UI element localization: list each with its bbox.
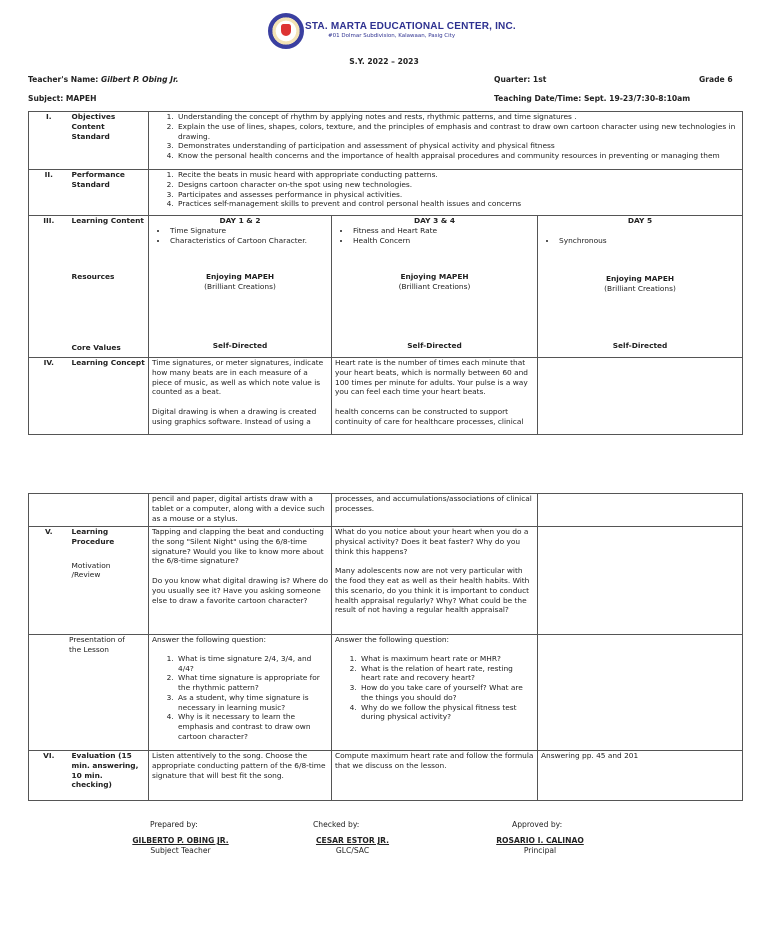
objective-item: 3. Demonstrates understanding of participation and assessment of physical activity and physical fitness [176,141,739,151]
topic-item: • Synchronous [557,236,739,246]
lesson-plan-table-page1 [28,111,743,435]
learning-concept-roman: IV. [29,358,69,435]
day12-title: DAY 1 & 2 [219,216,261,225]
motivation-row [29,527,743,635]
evaluation-roman: VI. [29,751,69,801]
quarter: Quarter: 1st [494,75,547,84]
resource-sub: (Brilliant Creations) [398,281,471,291]
question-item: 4. Why is it necessary to learn the emphasis and contrast to draw own cartoon character? [176,712,328,741]
day12-resource [149,272,331,292]
procedure-roman: V. [29,527,69,635]
school-logo [268,13,304,49]
day34-motivation-p2: Many adolescents now are not very particular with the food they eat as well as their health habits. With this scenario, do you think it is important to conduct health appraisal regularly? Why? What could be the result of not having a regular health appraisal? [335,566,530,615]
resource-sub: (Brilliant Creations) [604,283,676,293]
day34-motivation-cell [332,527,538,635]
lesson-plan-table-page2 [28,493,743,801]
day34-topics [335,226,534,246]
signature-role: Prepared by: [150,820,198,829]
teacher-name: Gilbert P. Obing Jr. [100,75,179,84]
day5-title: DAY 5 [627,216,653,225]
empty-cell [538,494,743,527]
signature-approved [490,820,590,856]
question-item: 4. Why do we follow the physical fitness test during physical activity? [359,703,534,723]
performance-row [29,170,743,216]
grade: Grade 6 [699,75,733,84]
day5-motivation-cell [538,527,743,635]
day34-concept-p2a: health concerns can be constructed to support continuity of care for healthcare processes, clinical [335,407,524,426]
signature-role: Approved by: [512,820,563,829]
teacher-line [28,75,179,85]
day34-concept-continued: processes, and accumulations/associations of clinical processes. [332,494,538,527]
signature-prepared [128,820,233,856]
objectives-content [149,112,743,170]
day34-resource [332,272,537,292]
signature-name: CESAR ESTOR JR. [315,836,390,846]
empty-cell [69,494,149,527]
day34-core-value: Self-Directed [407,341,462,350]
resource-title: Enjoying MAPEH [605,274,675,283]
answer-intro: Answer the following question: [335,635,450,644]
day12-motivation-p1: Tapping and clapping the beat and conducting the song "Silent Night" using the 6/8-time signature? Would you like to know more about the 6/8-time signature? [152,527,324,566]
teaching-date: Teaching Date/Time: Sept. 19-23/7:30-8:10am [494,94,691,103]
day34-motivation-p1: What do you notice about your heart when you do a physical activity? Does it beat faster? Why do you think this happens? [335,527,529,556]
question-item: 1. What is maximum heart rate or MHR? [359,654,534,664]
question-item: 3. How do you take care of yourself? What are the things you should do? [359,683,534,703]
day34-concept-p1: Heart rate is the number of times each minute that your heart beats, which is normally between 60 and 100 times per minute for adults. Your pulse is a way you can feel each time your heart beats. [335,358,528,397]
question-item: 3. As a student, why time signature is necessary in learning music? [176,693,328,713]
objective-item: 4. Know the personal health concerns and the importance of health appraisal procedures and community resources in preventing or managing them [176,151,739,161]
motivation-label: Motivation /Review [71,560,111,580]
day12-presentation-cell [149,635,332,751]
day34-concept-cell [332,358,538,435]
school-address: #01 Dolmar Subdivision, Kalawaan, Pasig City [328,33,456,39]
day34-title: DAY 3 & 4 [414,216,455,225]
signature-title: GLC/SAC [335,846,370,856]
day12-concept-p2a: Digital drawing is when a drawing is created using graphics software. Instead of using a [152,407,317,426]
objectives-list [152,112,739,161]
day5-presentation-cell [538,635,743,751]
resources-label: Resources [71,272,115,281]
learning-content-label-cell [69,216,149,358]
learning-content-row [29,216,743,358]
performance-item: 2. Designs cartoon character on-the spot using new technologies. [176,180,739,190]
topic-item: • Fitness and Heart Rate [351,226,534,236]
procedure-label-cell [69,527,149,635]
signature-title: Subject Teacher [150,846,211,856]
day12-motivation-cell [149,527,332,635]
school-year: S.Y. 2022 – 2023 [349,57,419,66]
day5-content-cell [538,216,743,358]
day5-topics [541,236,739,246]
resource-title: Enjoying MAPEH [205,272,275,281]
resource-sub: (Brilliant Creations) [204,281,276,291]
topic-item: • Characteristics of Cartoon Character. [168,236,328,246]
signature-role: Checked by: [313,820,360,829]
day5-concept-cell [538,358,743,435]
performance-item: 4. Practices self-management skills to prevent and control personal health issues and concerns [176,199,739,209]
day34-questions [335,654,534,722]
day34-content-cell [332,216,538,358]
signature-checked [305,820,400,856]
topic-item: • Time Signature [168,226,328,236]
presentation-label: Presentation of the Lesson [69,635,125,654]
learning-content-label: Learning Content [71,216,144,225]
day5-core-value: Self-Directed [612,341,668,350]
objective-item: 2. Explain the use of lines, shapes, colors, texture, and the principles of emphasis and contrast to draw own cartoon character using new technologies in drawing. [176,122,739,142]
procedure-label: Learning Procedure [71,527,115,546]
learning-content-roman: III. [29,216,69,358]
empty-cell [29,494,69,527]
performance-roman: II. [29,170,69,216]
presentation-label-cell [29,635,149,751]
day34-presentation-cell [332,635,538,751]
day12-core-value: Self-Directed [212,341,268,350]
day5-evaluation: Answering pp. 45 and 201 [538,751,743,801]
evaluation-label: Evaluation (15 min. answering, 10 min. checking) [69,751,149,801]
learning-concept-label: Learning Concept [69,358,149,435]
school-name: STA. MARTA EDUCATIONAL CENTER, INC. [305,21,516,32]
day34-evaluation: Compute maximum heart rate and follow the formula that we discuss on the lesson. [332,751,538,801]
day12-motivation-p2: Do you know what digital drawing is? Where do you usually see it? Have you asking someone else to draw a favorite cartoon character? [152,576,328,605]
performance-content [149,170,743,216]
day12-questions [152,654,328,742]
day12-evaluation: Listen attentively to the song. Choose the appropriate conducting pattern of the 6/8-time signature that will best fit the song. [149,751,332,801]
learning-concept-row [29,358,743,435]
performance-item: 3. Participates and assesses performance in physical activities. [176,190,739,200]
day12-concept-p1: Time signatures, or meter signatures, indicate how many beats are in each measure of a piece of music, as well as which note value is counted as a beat. [152,358,324,397]
objectives-label: Objectives Content Standard [69,112,149,170]
performance-label: Performance Standard [69,170,149,216]
objectives-row [29,112,743,170]
performance-item: 1. Recite the beats in music heard with appropriate conducting patterns. [176,170,739,180]
performance-list [152,170,739,209]
objectives-roman: I. [29,112,69,170]
presentation-row [29,635,743,751]
signature-name: GILBERTO P. OBING JR. [132,836,229,846]
topic-item: • Health Concern [351,236,534,246]
day12-topics [152,226,328,246]
question-item: 2. What is the relation of heart rate, resting heart rate and recovery heart? [359,664,534,684]
learning-concept-continued-row [29,494,743,527]
question-item: 2. What time signature is appropriate for the rhythmic pattern? [176,673,328,693]
question-item: 1. What is time signature 2/4, 3/4, and 4/4? [176,654,328,674]
core-values-label: Core Values [71,343,121,352]
objective-item: 1. Understanding the concept of rhythm by applying notes and rests, rhythmic patterns, and time signatures . [176,112,739,122]
signature-title: Principal [523,846,557,856]
subject: Subject: MAPEH [28,94,97,103]
signature-name: ROSARIO I. CALINAO [496,836,584,846]
evaluation-row [29,751,743,801]
answer-intro: Answer the following question: [152,635,267,644]
teacher-label: Teacher's Name: [28,75,99,84]
day12-concept-cell [149,358,332,435]
day5-resource [538,274,742,294]
resource-title: Enjoying MAPEH [400,272,469,281]
day12-content-cell [149,216,332,358]
day12-concept-continued: pencil and paper, digital artists draw with a tablet or a computer, along with a device such as a mouse or a stylus. [149,494,332,527]
